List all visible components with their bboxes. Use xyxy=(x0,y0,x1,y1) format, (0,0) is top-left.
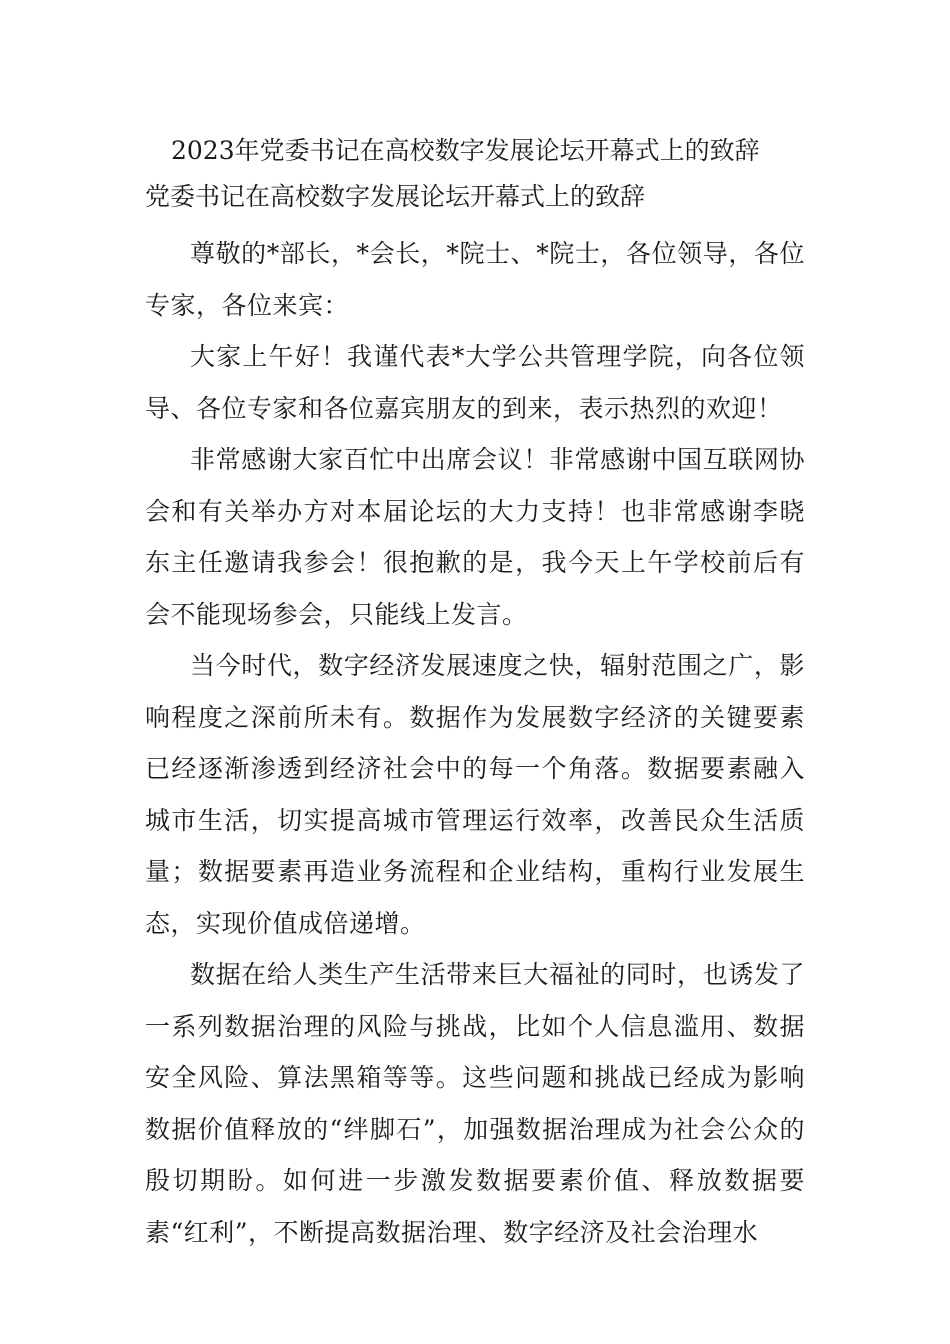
document-subtitle: 党委书记在高校数字发展论坛开幕式上的致辞 xyxy=(145,182,646,211)
paragraph-greeting: 大家上午好！我谨代表*大学公共管理学院，向各位领导、各位专家和各位嘉宾朋友的到来，表示热烈的欢迎！ xyxy=(145,342,805,423)
document-title: 2023年党委书记在高校数字发展论坛开幕式上的致辞 xyxy=(171,136,760,165)
paragraph-salutation: 尊敬的*部长，*会长，*院士、*院士，各位领导，各位专家，各位来宾： xyxy=(145,239,805,320)
document-page xyxy=(145,128,805,1258)
paragraph-data-governance: 数据在给人类生产生活带来巨大福祉的同时，也诱发了一系列数据治理的风险与挑战，比如个人信息滥用、数据安全风险、算法黑箱等等。这些问题和挑战已经成为影响数据价值释放的“绊脚石”，加强数据治理成为社会公众的殷切期盼。如何进一步激发数据要素价值、释放数据要素“红利”，不断提高数据治理、数字经济及社会治理水 xyxy=(145,960,805,1247)
paragraph-digital-economy: 当今时代，数字经济发展速度之快，辐射范围之广，影响程度之深前所未有。数据作为发展数字经济的关键要素已经逐渐渗透到经济社会中的每一个角落。数据要素融入城市生活，切实提高城市管理运行效率，改善民众生活质量；数据要素再造业务流程和企业结构，重构行业发展生态，实现价值成倍递增。 xyxy=(145,651,805,938)
paragraph-thanks: 非常感谢大家百忙中出席会议！非常感谢中国互联网协会和有关举办方对本届论坛的大力支持！也非常感谢李晓东主任邀请我参会！很抱歉的是，我今天上午学校前后有会不能现场参会，只能线上发言。 xyxy=(145,445,805,629)
